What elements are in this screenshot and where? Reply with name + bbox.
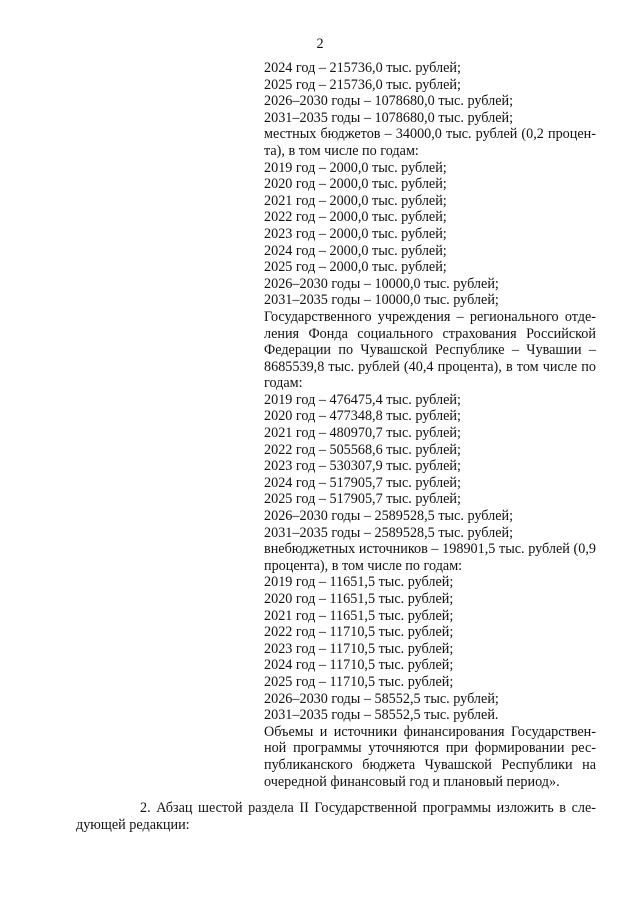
- year-amount-line: 2026–2030 годы – 1078680,0 тыс. рублей;: [264, 93, 514, 110]
- year-amount-line: 2031–2035 годы – 10000,0 тыс. рублей;: [264, 292, 499, 309]
- year-amount-line: 2023 год – 530307,9 тыс. рублей;: [264, 458, 461, 475]
- year-amount-line: 2021 год – 11651,5 тыс. рублей;: [264, 607, 454, 624]
- year-amount-line: 2026–2030 годы – 58552,5 тыс. рублей;: [264, 690, 499, 707]
- year-amount-line: 2026–2030 годы – 10000,0 тыс. рублей;: [264, 275, 499, 292]
- extrabudget-sources-paragraph: внебюджетных источников – 198901,5 тыс. рублей (0,9 процента), в том числе по годам:: [264, 541, 596, 574]
- year-amount-line: 2031–2035 годы – 58552,5 тыс. рублей.: [264, 707, 499, 724]
- amendment-paragraph: 2. Абзац шестой раздела II Государственной программы изложить в следующей редакции:: [76, 800, 596, 833]
- year-amount-line: 2026–2030 годы – 2589528,5 тыс. рублей;: [264, 508, 514, 525]
- year-amount-line: 2023 год – 2000,0 тыс. рублей;: [264, 225, 447, 242]
- year-amount-line: 2024 год – 11710,5 тыс. рублей;: [264, 657, 454, 674]
- year-list-block-3: [264, 392, 596, 541]
- year-amount-line: 2024 год – 215736,0 тыс. рублей;: [264, 60, 461, 76]
- year-amount-line: 2020 год – 11651,5 тыс. рублей;: [264, 591, 454, 607]
- year-amount-line: 2019 год – 476475,4 тыс. рублей;: [264, 391, 461, 408]
- year-list-block-2: [264, 160, 596, 309]
- year-amount-line: 2022 год – 2000,0 тыс. рублей;: [264, 209, 447, 226]
- year-amount-line: 2022 год – 505568,6 тыс. рублей;: [264, 441, 461, 458]
- year-list-block-4: [264, 574, 596, 723]
- financing-column: [264, 60, 596, 790]
- year-amount-line: 2022 год – 11710,5 тыс. рублей;: [264, 624, 454, 641]
- year-amount-line: 2021 год – 2000,0 тыс. рублей;: [264, 192, 447, 209]
- year-amount-line: 2021 год – 480970,7 тыс. рублей;: [264, 425, 461, 442]
- year-amount-line: 2020 год – 477348,8 тыс. рублей;: [264, 408, 461, 425]
- year-amount-line: 2031–2035 годы – 2589528,5 тыс. рублей;: [264, 524, 514, 541]
- year-amount-line: 2025 год – 215736,0 тыс. рублей;: [264, 76, 461, 93]
- page-number: 2: [316, 36, 324, 52]
- year-amount-line: 2025 год – 11710,5 тыс. рублей;: [264, 673, 454, 690]
- year-amount-line: 2020 год – 2000,0 тыс. рублей;: [264, 176, 447, 193]
- year-amount-line: 2025 год – 2000,0 тыс. рублей;: [264, 259, 447, 276]
- closing-paragraph: Объемы и источники финансирования Государственной программы уточняются при формировании республиканского бюджета Чувашской Республики на очередной финансовый год и плановый период».: [264, 723, 596, 790]
- year-amount-line: 2024 год – 2000,0 тыс. рублей;: [264, 242, 447, 259]
- year-amount-line: 2023 год – 11710,5 тыс. рублей;: [264, 640, 454, 657]
- year-amount-line: 2019 год – 11651,5 тыс. рублей;: [264, 574, 454, 591]
- year-amount-line: 2025 год – 517905,7 тыс. рублей;: [264, 491, 461, 508]
- local-budgets-paragraph: местных бюджетов – 34000,0 тыс. рублей (0,2 процента), в том числе по годам:: [264, 126, 596, 159]
- year-amount-line: 2024 год – 517905,7 тыс. рублей;: [264, 474, 461, 491]
- year-amount-line: 2019 год – 2000,0 тыс. рублей;: [264, 159, 447, 176]
- year-amount-line: 2031–2035 годы – 1078680,0 тыс. рублей;: [264, 109, 514, 126]
- year-list-block-1: [264, 60, 596, 126]
- social-fund-paragraph: Государственного учреждения – регионального отделения Фонда социального страхования Российской Федерации по Чувашской Республике – Чувашии – 8685539,8 тыс. рублей (40,4 процента), в том числе по годам:: [264, 308, 596, 392]
